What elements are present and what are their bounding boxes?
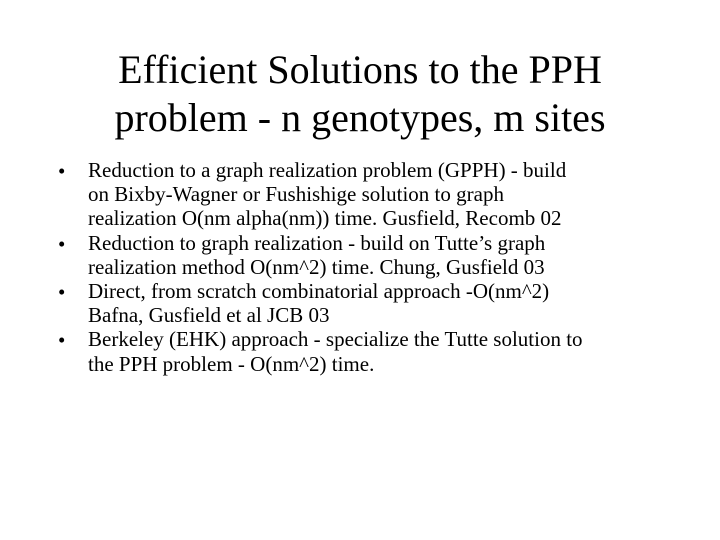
bullet-item-direct-combinatorial <box>58 279 678 327</box>
bullet-line: Bafna, Gusfield et al JCB 03 <box>88 303 330 328</box>
bullet-line: Direct, from scratch combinatorial approach -O(nm^2) <box>88 279 550 304</box>
bullet-line: the PPH problem - O(nm^2) time. <box>88 351 375 376</box>
slide-title-line-1: Efficient Solutions to the PPH <box>118 47 602 92</box>
bullet-line: realization method O(nm^2) time. Chung, Gusfield 03 <box>88 254 545 279</box>
slide-title-line-2: problem - n genotypes, m sites <box>114 95 606 140</box>
bullet-line: Reduction to a graph realization problem (GPPH) - build <box>88 158 567 182</box>
bullet-line: realization O(nm alpha(nm)) time. Gusfield, Recomb 02 <box>88 206 562 231</box>
bullet-item-berkeley-ehk <box>58 327 678 375</box>
bullet-line: Reduction to graph realization - build on Tutte’s graph <box>88 230 546 255</box>
bullet-dot-icon: • <box>58 159 66 183</box>
bullet-line: on Bixby-Wagner or Fushishige solution to graph <box>88 182 504 207</box>
bullet-dot-icon: • <box>58 328 66 353</box>
bullet-line: Berkeley (EHK) approach - specialize the Tutte solution to <box>88 327 583 352</box>
slide-title <box>40 46 680 142</box>
bullet-item-tutte-graph-realization <box>58 231 678 279</box>
bullet-list <box>58 158 678 376</box>
bullet-dot-icon: • <box>58 280 66 305</box>
bullet-dot-icon: • <box>58 231 66 256</box>
bullet-item-graph-realization-gpph <box>58 158 678 231</box>
